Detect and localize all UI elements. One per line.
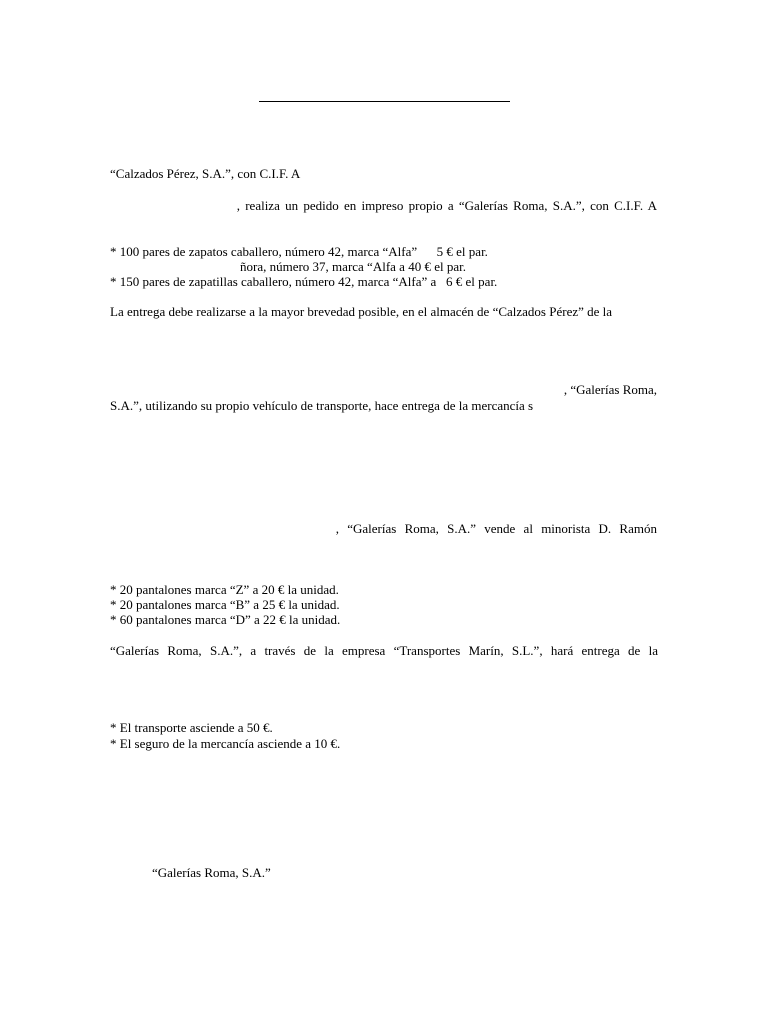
title-underline: [259, 101, 510, 102]
delivery-text: La entrega debe realizarse a la mayor brevedad posible, en el almacén de “Calzados Pérez” de la: [110, 304, 613, 319]
order-item-3: * 150 pares de zapatillas caballero, número 42, marca “Alfa” a 6 € el par.: [110, 274, 498, 289]
sale-item-1: * 20 pantalones marca “Z” a 20 € la unidad.: [110, 582, 339, 597]
para1-line2-text: , realiza un pedido en impreso propio a “Galerías Roma, S.A.”, con C.I.F. A: [236, 198, 657, 213]
transport-para-line1: , “Galerías Roma,: [563, 382, 657, 397]
cost-transport: * El transporte asciende a 50 €.: [110, 720, 273, 735]
sale-item-3: * 60 pantalones marca “D” a 22 € la unidad.: [110, 612, 341, 627]
transport-company-text: “Galerías Roma, S.A.”, a través de la empresa “Transportes Marín, S.L.”, hará entrega de la: [110, 643, 658, 658]
sale-item-2: * 20 pantalones marca “B” a 25 € la unidad.: [110, 597, 340, 612]
signature: “Galerías Roma, S.A.”: [152, 865, 271, 880]
cost-insurance: * El seguro de la mercancía asciende a 10 €.: [110, 736, 341, 751]
para1-line2: [230, 182, 657, 214]
order-item-2: ñora, número 37, marca “Alfa a 40 € el par.: [240, 259, 466, 274]
para1-line1: “Calzados Pérez, S.A.”, con C.I.F. A: [110, 166, 301, 181]
transport-para-line2: S.A.”, utilizando su propio vehículo de transporte, hace entrega de la mercancía s: [110, 398, 534, 413]
sale-text: , “Galerías Roma, S.A.” vende al minorista D. Ramón: [335, 521, 657, 536]
order-item-1: * 100 pares de zapatos caballero, número 42, marca “Alfa” 5 € el par.: [110, 244, 488, 259]
